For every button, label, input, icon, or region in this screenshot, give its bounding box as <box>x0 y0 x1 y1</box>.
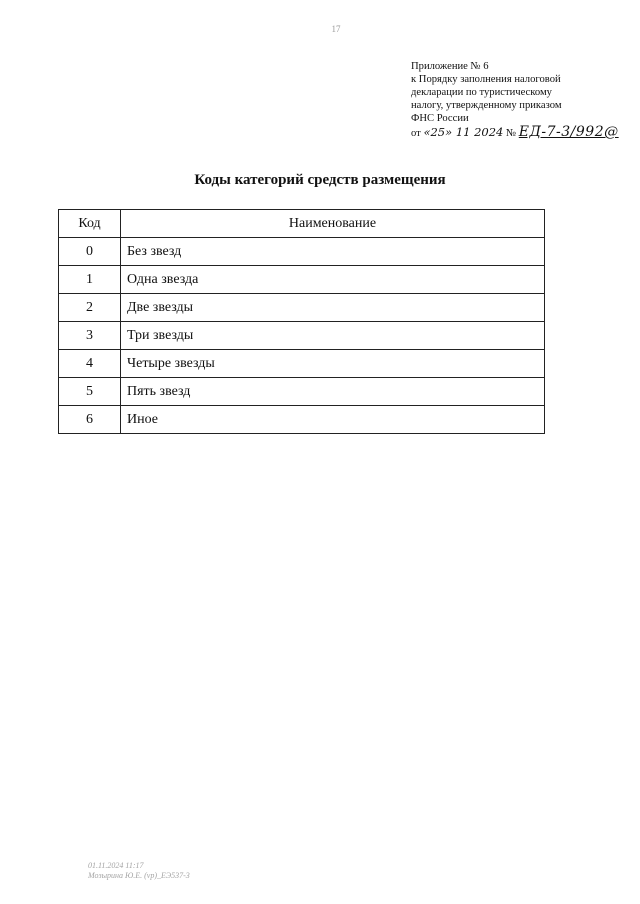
table-row <box>59 406 545 434</box>
order-number: ЕД-7-3/992@ <box>518 124 619 140</box>
document-title: Коды категорий средств размещения <box>194 172 446 188</box>
table-header-row <box>59 210 545 238</box>
name-cell: Четыре звезды <box>121 350 545 378</box>
column-header-code: Код <box>59 210 121 238</box>
table-row <box>59 266 545 294</box>
appendix-line: налогу, утвержденному приказом <box>411 100 562 111</box>
appendix-line: к Порядку заполнения налоговой <box>411 74 561 85</box>
name-cell: Три звезды <box>121 322 545 350</box>
stamp-timestamp: 01.11.2024 11:17 <box>88 861 144 870</box>
appendix-header <box>411 60 619 140</box>
table-row <box>59 238 545 266</box>
print-stamp <box>88 861 190 881</box>
stamp-author: Мозырина Ю.Е. (vp)_ЕЭ537-3 <box>88 871 190 880</box>
code-cell: 1 <box>59 266 121 294</box>
code-cell: 5 <box>59 378 121 406</box>
table-row <box>59 378 545 406</box>
appendix-line: ФНС России <box>411 113 469 124</box>
name-cell: Пять звезд <box>121 378 545 406</box>
category-codes-table <box>58 209 545 434</box>
column-header-name: Наименование <box>121 210 545 238</box>
table-row <box>59 322 545 350</box>
code-cell: 6 <box>59 406 121 434</box>
table-row <box>59 350 545 378</box>
code-cell: 3 <box>59 322 121 350</box>
order-date: «25» 11 2024 <box>423 125 504 139</box>
name-cell: Без звезд <box>121 238 545 266</box>
appendix-line: Приложение № 6 <box>411 61 489 72</box>
page-number: 17 <box>331 24 341 34</box>
appendix-line: декларации по туристическому <box>411 87 552 98</box>
code-cell: 0 <box>59 238 121 266</box>
order-reference <box>411 124 619 140</box>
name-cell: Две звезды <box>121 294 545 322</box>
code-cell: 2 <box>59 294 121 322</box>
order-prefix: от <box>411 128 421 139</box>
code-cell: 4 <box>59 350 121 378</box>
table-row <box>59 294 545 322</box>
order-number-label: № <box>506 128 517 139</box>
name-cell: Иное <box>121 406 545 434</box>
name-cell: Одна звезда <box>121 266 545 294</box>
